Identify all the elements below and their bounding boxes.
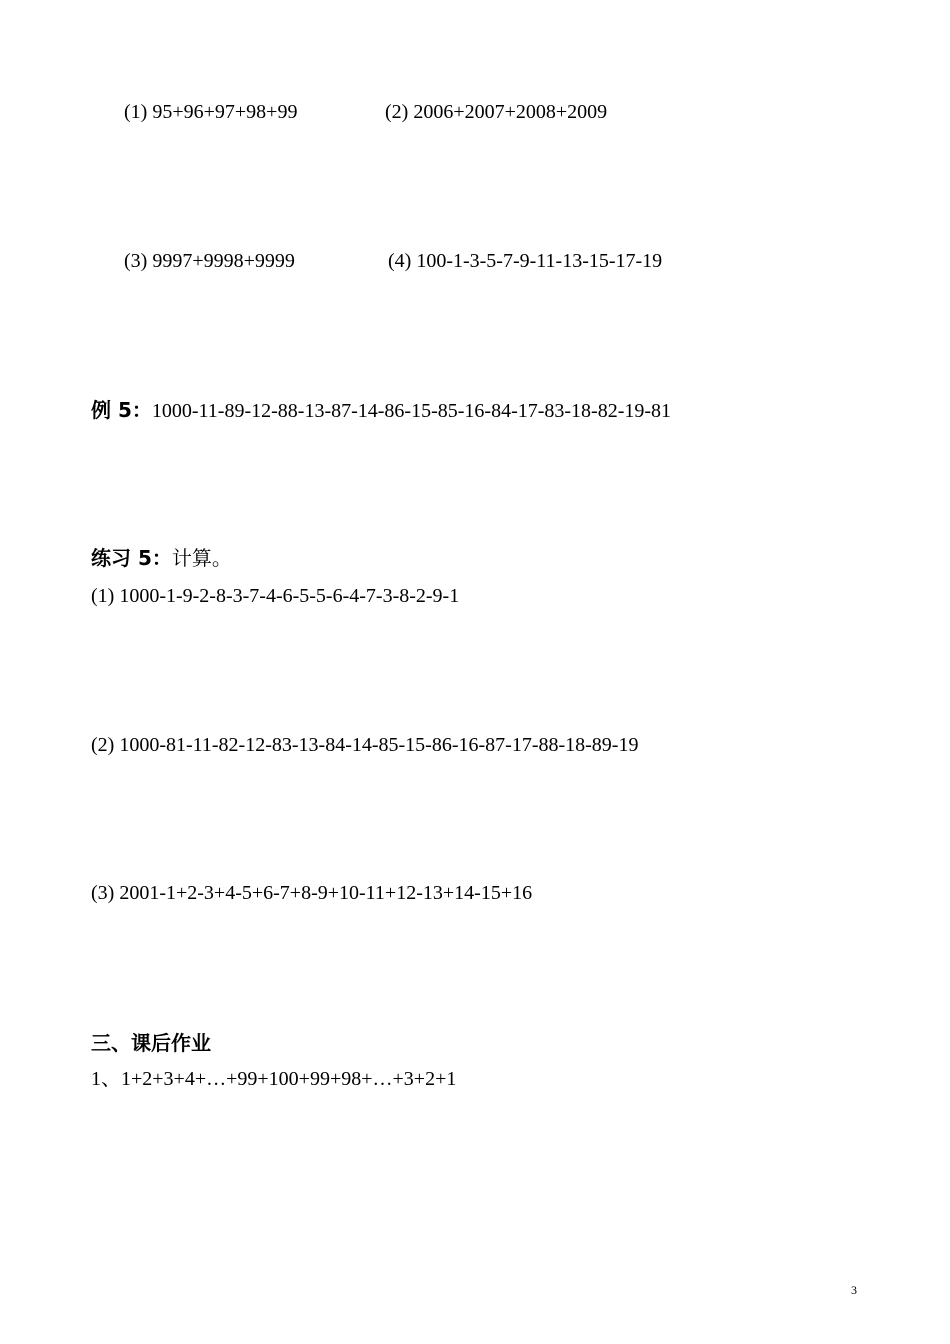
example-5-label: 例 5： (91, 398, 152, 422)
homework-heading: 三、课后作业 (91, 1031, 211, 1055)
example-5-expression: 1000-11-89-12-88-13-87-14-86-15-85-16-84-17-83-18-82-19-81 (151, 400, 672, 422)
practice-5-item-2: (2) 1000-81-11-82-12-83-13-84-14-85-15-86-16-87-17-88-18-89-19 (91, 734, 639, 756)
practice-item-2: (2) 2006+2007+2008+2009 (385, 101, 608, 123)
practice-5-heading (91, 546, 232, 571)
practice-item-4: (4) 100-1-3-5-7-9-11-13-15-17-19 (388, 250, 663, 272)
practice-item-1: (1) 95+96+97+98+99 (124, 101, 298, 123)
practice-5-label: 练习 5： (91, 546, 172, 570)
practice-5-item-3: (3) 2001-1+2-3+4-5+6-7+8-9+10-11+12-13+14-15+16 (91, 882, 533, 904)
practice-5-instruction: 计算。 (171, 546, 232, 570)
practice-5-item-1: (1) 1000-1-9-2-8-3-7-4-6-5-5-6-4-7-3-8-2-9-1 (91, 585, 460, 607)
page-number: 3 (851, 1283, 857, 1297)
homework-item-1: 1、1+2+3+4+…+99+100+99+98+…+3+2+1 (91, 1068, 457, 1090)
practice-item-3: (3) 9997+9998+9999 (124, 250, 295, 272)
example-5 (91, 398, 671, 423)
